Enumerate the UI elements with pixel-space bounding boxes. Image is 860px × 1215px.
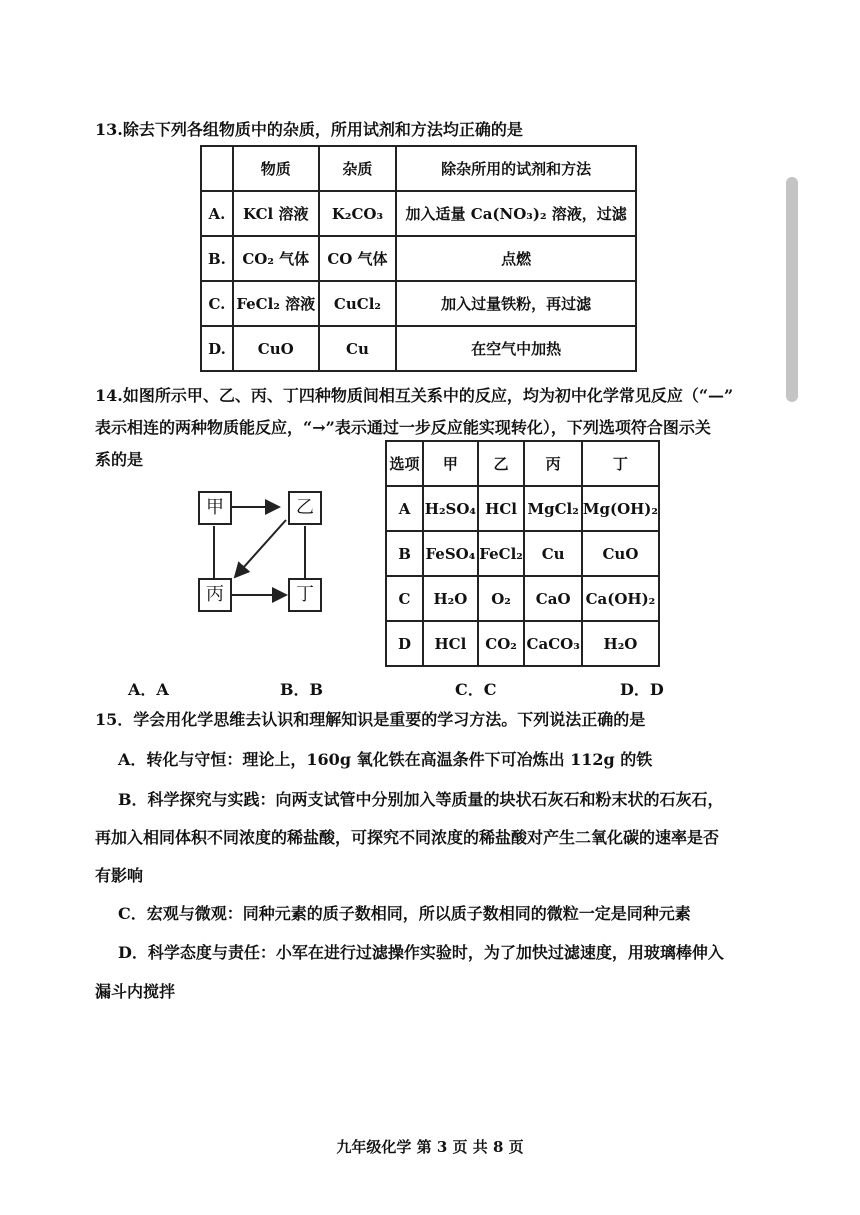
q15-option-b-line1: B．科学探究与实践：向两支试管中分别加入等质量的块状石灰石和粉末状的石灰石， bbox=[118, 790, 724, 809]
table-cell: 加入过量铁粉，再过滤 bbox=[396, 281, 636, 326]
q15-option-b-line3: 有影响 bbox=[95, 866, 144, 885]
table-row bbox=[201, 281, 636, 326]
table-cell: B. bbox=[201, 236, 233, 281]
table-cell: B bbox=[386, 531, 423, 576]
q14-option-c: C．C bbox=[455, 680, 497, 699]
table-cell: Ca(OH)₂ bbox=[582, 576, 659, 621]
table-cell: MgCl₂ bbox=[524, 486, 581, 531]
table-header-row bbox=[386, 441, 659, 486]
table-cell: HCl bbox=[478, 486, 525, 531]
table-cell: D. bbox=[201, 326, 233, 371]
table-cell: O₂ bbox=[478, 576, 525, 621]
q14-stem-line2: 表示相连的两种物质能反应，“→”表示通过一步反应能实现转化），下列选项符合图示关 bbox=[95, 418, 711, 437]
table-cell: CuCl₂ bbox=[319, 281, 397, 326]
q14-option-a: A．A bbox=[128, 680, 169, 699]
table-cell: CO₂ 气体 bbox=[233, 236, 319, 281]
table-row bbox=[201, 236, 636, 281]
q14-option-d: D．D bbox=[620, 680, 664, 699]
table-cell: CO 气体 bbox=[319, 236, 397, 281]
scrollbar-thumb[interactable] bbox=[786, 177, 798, 402]
table-cell: KCl 溶液 bbox=[233, 191, 319, 236]
node-bing: 丙 bbox=[198, 578, 232, 612]
table-row bbox=[386, 576, 659, 621]
table-row bbox=[386, 621, 659, 666]
table-cell: D bbox=[386, 621, 423, 666]
q15-option-a: A．转化与守恒：理论上，160g 氧化铁在高温条件下可冶炼出 112g 的铁 bbox=[118, 750, 653, 769]
table-cell: 除杂所用的试剂和方法 bbox=[396, 146, 636, 191]
node-ding: 丁 bbox=[288, 578, 322, 612]
table-row bbox=[201, 191, 636, 236]
q15-stem: 15．学会用化学思维去认识和理解知识是重要的学习方法。下列说法正确的是 bbox=[95, 710, 646, 729]
q15-option-b-line2: 再加入相同体积不同浓度的稀盐酸，可探究不同浓度的稀盐酸对产生二氧化碳的速率是否 bbox=[95, 828, 720, 847]
table-cell: Mg(OH)₂ bbox=[582, 486, 659, 531]
table-cell: HCl bbox=[423, 621, 478, 666]
table-cell: 杂质 bbox=[319, 146, 397, 191]
table-cell: K₂CO₃ bbox=[319, 191, 397, 236]
q13-table bbox=[200, 145, 637, 372]
table-cell: Cu bbox=[524, 531, 581, 576]
node-jia: 甲 bbox=[198, 491, 232, 525]
table-cell: 加入适量 Ca(NO₃)₂ 溶液，过滤 bbox=[396, 191, 636, 236]
table-cell: 物质 bbox=[233, 146, 319, 191]
table-cell: CaO bbox=[524, 576, 581, 621]
table-row bbox=[386, 486, 659, 531]
page-footer: 九年级化学 第 3 页 共 8 页 bbox=[336, 1138, 524, 1156]
q14-relation-diagram bbox=[195, 478, 335, 618]
table-row bbox=[386, 531, 659, 576]
node-yi: 乙 bbox=[288, 491, 322, 525]
table-cell: A. bbox=[201, 191, 233, 236]
table-cell: H₂SO₄ bbox=[423, 486, 478, 531]
table-header-row bbox=[201, 146, 636, 191]
table-cell: 丙 bbox=[524, 441, 581, 486]
table-cell: H₂O bbox=[582, 621, 659, 666]
table-cell: FeSO₄ bbox=[423, 531, 478, 576]
table-cell: 甲 bbox=[423, 441, 478, 486]
table-cell bbox=[201, 146, 233, 191]
table-cell: A bbox=[386, 486, 423, 531]
table-cell: Cu bbox=[319, 326, 397, 371]
q14-option-b: B．B bbox=[280, 680, 324, 699]
table-cell: H₂O bbox=[423, 576, 478, 621]
table-cell: CuO bbox=[233, 326, 319, 371]
q14-stem-line1: 14.如图所示甲、乙、丙、丁四种物质间相互关系中的反应，均为初中化学常见反应（“—” bbox=[95, 386, 734, 405]
table-cell: 选项 bbox=[386, 441, 423, 486]
table-cell: C bbox=[386, 576, 423, 621]
table-row bbox=[201, 326, 636, 371]
table-cell: 点燃 bbox=[396, 236, 636, 281]
table-cell: FeCl₂ 溶液 bbox=[233, 281, 319, 326]
arrow-yi-to-bing bbox=[235, 520, 286, 577]
q14-stem-line3: 系的是 bbox=[95, 450, 144, 469]
table-cell: 丁 bbox=[582, 441, 659, 486]
table-cell: CO₂ bbox=[478, 621, 525, 666]
q14-table bbox=[385, 440, 660, 667]
table-cell: CaCO₃ bbox=[524, 621, 581, 666]
q15-option-d-line2: 漏斗内搅拌 bbox=[95, 982, 176, 1001]
q15-option-c: C．宏观与微观：同种元素的质子数相同，所以质子数相同的微粒一定是同种元素 bbox=[118, 904, 691, 923]
table-cell: 在空气中加热 bbox=[396, 326, 636, 371]
q15-option-d-line1: D．科学态度与责任：小军在进行过滤操作实验时，为了加快过滤速度，用玻璃棒伸入 bbox=[118, 943, 724, 962]
table-cell: CuO bbox=[582, 531, 659, 576]
table-cell: 乙 bbox=[478, 441, 525, 486]
q13-stem: 13.除去下列各组物质中的杂质，所用试剂和方法均正确的是 bbox=[95, 120, 523, 139]
table-cell: FeCl₂ bbox=[478, 531, 525, 576]
table-cell: C. bbox=[201, 281, 233, 326]
